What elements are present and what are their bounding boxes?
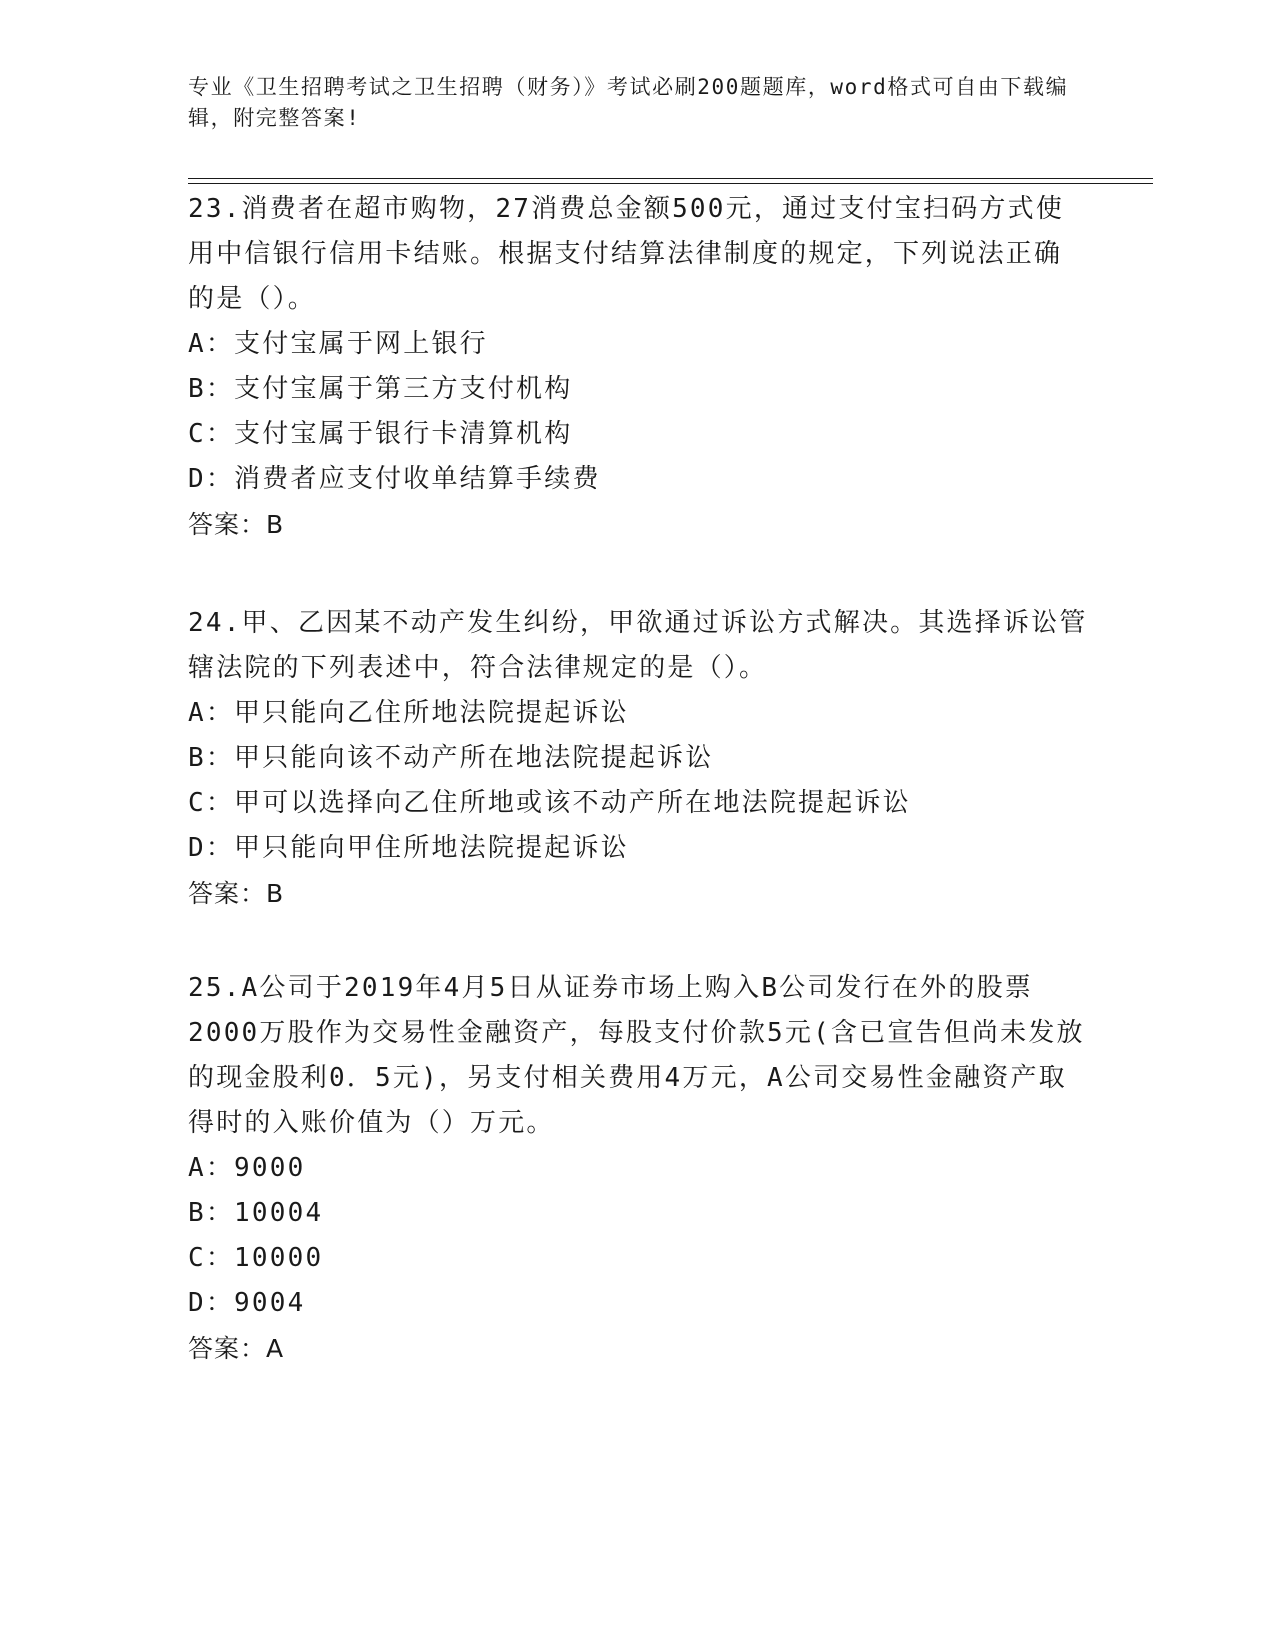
option-c: C：甲可以选择向乙住所地或该不动产所在地法院提起诉讼 [188, 788, 911, 818]
header-rule-bottom [188, 183, 1153, 184]
option-b: B：支付宝属于第三方支付机构 [188, 374, 573, 404]
question-stem: 25.A公司于2019年4月5日从证券市场上购入B公司发行在外的股票2000万股作为交易性金融资产，每股支付价款5元(含已宣告但尚未发放的现金股利0．5元)，另支付相关费用4万元，A公司交易性金融资产取得时的入账价值为（）万元。 [188, 973, 1085, 1138]
option-a: A：9000 [188, 1153, 306, 1183]
question-23 [188, 187, 1088, 547]
option-c: C：10000 [188, 1243, 324, 1273]
header-rule-top [188, 178, 1153, 179]
option-d: D：甲只能向甲住所地法院提起诉讼 [188, 833, 629, 863]
option-c: C：支付宝属于银行卡清算机构 [188, 419, 573, 449]
option-d: D：9004 [188, 1288, 306, 1318]
answer: 答案：B [188, 879, 285, 908]
option-b: B：10004 [188, 1198, 324, 1228]
document-header: 专业《卫生招聘考试之卫生招聘（财务）》考试必刷200题题库，word格式可自由下载编辑，附完整答案! [188, 75, 1069, 130]
question-24 [188, 601, 1088, 916]
option-b: B：甲只能向该不动产所在地法院提起诉讼 [188, 743, 714, 773]
option-a: A：甲只能向乙住所地法院提起诉讼 [188, 698, 629, 728]
question-stem: 24.甲、乙因某不动产发生纠纷，甲欲通过诉讼方式解决。其选择诉讼管辖法院的下列表述中，符合法律规定的是（）。 [188, 608, 1088, 683]
question-25 [188, 966, 1088, 1371]
option-a: A：支付宝属于网上银行 [188, 329, 488, 359]
option-d: D：消费者应支付收单结算手续费 [188, 464, 601, 494]
question-stem: 23.消费者在超市购物，27消费总金额500元，通过支付宝扫码方式使用中信银行信用卡结账。根据支付结算法律制度的规定，下列说法正确的是（）。 [188, 194, 1065, 314]
answer: 答案：B [188, 510, 285, 539]
answer: 答案：A [188, 1334, 285, 1363]
